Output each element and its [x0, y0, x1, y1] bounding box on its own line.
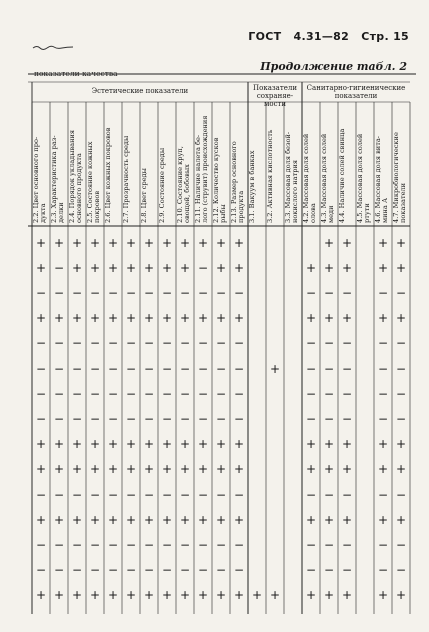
table-cell: +	[125, 588, 137, 603]
standard-label: ГОСТ	[248, 30, 282, 43]
table-cell: +	[197, 437, 209, 452]
table-cell: +	[395, 512, 407, 527]
table-cell: +	[161, 512, 173, 527]
table-cell: −	[395, 336, 407, 351]
table-cell: −	[125, 412, 137, 426]
table-cell: +	[53, 235, 65, 250]
table-cell: −	[107, 361, 119, 376]
table-cell: +	[305, 311, 317, 326]
table-cell: +	[89, 588, 101, 603]
table-cell: −	[161, 538, 173, 552]
table-cell: +	[305, 260, 317, 275]
table-cell: −	[215, 386, 227, 401]
table-cell: −	[323, 538, 335, 552]
table-cell: +	[71, 311, 83, 326]
table-cell: −	[179, 286, 191, 300]
table-cell: −	[341, 386, 353, 401]
table-cell: +	[269, 361, 281, 376]
table-top-label: показатели качества	[34, 69, 118, 78]
table-cell: +	[107, 512, 119, 527]
table-cell: +	[53, 437, 65, 452]
table-cell: −	[305, 386, 317, 401]
table-cell: +	[341, 311, 353, 326]
column-header-2-4: 2.4. Порядок укладывания основного продукта	[68, 129, 84, 223]
table-cell: −	[53, 361, 65, 376]
table-cell: +	[179, 512, 191, 527]
table-cell: −	[341, 361, 353, 376]
table-cell: +	[323, 311, 335, 326]
table-cell: −	[143, 538, 155, 552]
table-cell: −	[107, 538, 119, 552]
table-cell: −	[197, 386, 209, 401]
table-cell: +	[179, 437, 191, 452]
table-cell: −	[107, 412, 119, 426]
table-cell: −	[143, 286, 155, 300]
table-cell: −	[179, 487, 191, 502]
table-cell: +	[233, 311, 245, 326]
table-cell: −	[215, 563, 227, 578]
table-cell: +	[215, 462, 227, 477]
table-cell: +	[395, 260, 407, 275]
table-cell: +	[107, 235, 119, 250]
table-cell: +	[71, 235, 83, 250]
table-cell: −	[395, 286, 407, 300]
table-cell: −	[125, 386, 137, 401]
table-cell: +	[161, 588, 173, 603]
table-cell: +	[395, 311, 407, 326]
table-cell: +	[161, 235, 173, 250]
table-cell: −	[71, 336, 83, 351]
table-cell: −	[377, 286, 389, 300]
table-cell: −	[233, 412, 245, 426]
table-cell: +	[323, 588, 335, 603]
table-cell: −	[143, 563, 155, 578]
continuation-title: Продолжение табл. 2	[260, 60, 407, 73]
table-cell: +	[395, 235, 407, 250]
table-cell: +	[71, 260, 83, 275]
table-cell: +	[377, 235, 389, 250]
table-cell: −	[323, 286, 335, 300]
table-cell: +	[107, 588, 119, 603]
table-cell: −	[71, 361, 83, 376]
table-cell: −	[143, 386, 155, 401]
column-header-4-3: 4.3. Массовая доля солей меди	[320, 133, 336, 223]
table-cell: +	[233, 512, 245, 527]
table-cell: −	[143, 412, 155, 426]
standard-number: 4.31—82	[293, 30, 350, 43]
table-cell: −	[35, 386, 47, 401]
table-cell: −	[89, 538, 101, 552]
table-cell: −	[53, 386, 65, 401]
table-cell: +	[179, 260, 191, 275]
column-header-2-3: 2.3. Характеристика раз- делки	[50, 135, 66, 223]
table-cell: +	[197, 311, 209, 326]
table-cell: +	[161, 311, 173, 326]
table-cell: +	[161, 260, 173, 275]
table-cell: −	[53, 412, 65, 426]
table-cell: +	[107, 311, 119, 326]
table-cell: −	[377, 487, 389, 502]
table-cell: −	[197, 336, 209, 351]
table-cell: −	[341, 336, 353, 351]
table-cell: −	[161, 487, 173, 502]
table-cell: +	[233, 260, 245, 275]
column-header-3-1: 3.1. Вакуум в банках	[248, 150, 256, 223]
table-cell: −	[161, 412, 173, 426]
column-header-3-2: 3.2. Активная кислотность	[266, 129, 274, 223]
table-cell: −	[179, 538, 191, 552]
table-cell: −	[341, 538, 353, 552]
table-cell: +	[179, 235, 191, 250]
column-header-2-12: 2.12. Количество кусков рыбы	[212, 137, 228, 223]
column-header-2-10: 2.10. Состояние круп, овощей, бобовых	[176, 146, 192, 223]
table-cell: +	[35, 311, 47, 326]
table-cell: −	[197, 361, 209, 376]
table-cell: +	[53, 311, 65, 326]
table-cell: +	[323, 512, 335, 527]
table-cell: −	[305, 336, 317, 351]
table-cell: +	[341, 512, 353, 527]
table-cell: +	[143, 588, 155, 603]
table-cell: −	[89, 412, 101, 426]
table-cell: +	[35, 512, 47, 527]
column-header-4-2: 4.2. Массовая доля солей олова	[302, 133, 318, 223]
table-cell: +	[233, 235, 245, 250]
table-cell: +	[215, 235, 227, 250]
table-cell: −	[35, 361, 47, 376]
quality-table	[28, 74, 416, 614]
table-cell: +	[341, 260, 353, 275]
column-header-2-11: 2.11. Наличие налета бе- лого (струвит) происхождения	[194, 115, 210, 223]
table-cell: −	[233, 386, 245, 401]
table-cell: −	[197, 563, 209, 578]
table-cell: −	[125, 361, 137, 376]
table-cell: −	[125, 487, 137, 502]
table-cell: +	[323, 260, 335, 275]
table-cell: −	[107, 563, 119, 578]
table-cell: +	[53, 588, 65, 603]
table-cell: −	[125, 286, 137, 300]
table-cell: −	[305, 538, 317, 552]
table-cell: +	[197, 512, 209, 527]
table-cell: −	[107, 286, 119, 300]
table-cell: +	[323, 437, 335, 452]
table-cell: −	[233, 563, 245, 578]
table-cell: +	[215, 260, 227, 275]
table-cell: +	[179, 462, 191, 477]
table-cell: +	[341, 588, 353, 603]
table-cell: +	[341, 437, 353, 452]
table-cell: +	[143, 437, 155, 452]
table-cell: −	[143, 487, 155, 502]
table-cell: +	[107, 462, 119, 477]
table-cell: −	[179, 412, 191, 426]
table-cell: −	[305, 361, 317, 376]
table-cell: +	[35, 260, 47, 275]
column-header-2-6: 2.6. Цвет кожных покровов	[104, 127, 112, 223]
table-cell: −	[179, 361, 191, 376]
table-cell: −	[197, 487, 209, 502]
table-cell: +	[233, 437, 245, 452]
table-cell: −	[323, 563, 335, 578]
table-cell: −	[341, 487, 353, 502]
table-cell: −	[395, 412, 407, 426]
group-sanitary: Санитарно-гигиенические показатели	[306, 84, 406, 100]
table-cell: +	[161, 437, 173, 452]
table-cell: −	[179, 563, 191, 578]
table-cell: −	[323, 386, 335, 401]
table-cell: +	[161, 462, 173, 477]
table-cell: −	[323, 361, 335, 376]
table-cell: +	[107, 437, 119, 452]
table-cell: +	[89, 235, 101, 250]
table-cell: −	[71, 563, 83, 578]
table-cell: +	[35, 462, 47, 477]
table-cell: −	[215, 286, 227, 300]
table-cell: −	[161, 563, 173, 578]
table-cell: +	[125, 437, 137, 452]
page-number: Стр. 15	[361, 30, 409, 43]
table-cell: −	[233, 487, 245, 502]
table-cell: −	[89, 361, 101, 376]
table-cell: +	[197, 588, 209, 603]
table-cell: +	[143, 512, 155, 527]
table-cell: −	[35, 487, 47, 502]
table-cell: +	[89, 462, 101, 477]
group-preservation: Показатели сохраняе-мости	[253, 84, 297, 108]
table-cell: +	[377, 437, 389, 452]
table-cell: +	[125, 512, 137, 527]
table-cell: +	[179, 311, 191, 326]
table-cell: +	[305, 437, 317, 452]
column-header-2-13: 2.13. Размер основного продукта	[230, 141, 246, 223]
table-cell: −	[161, 336, 173, 351]
table-cell: −	[377, 386, 389, 401]
table-cell: +	[341, 235, 353, 250]
table-cell: +	[395, 437, 407, 452]
table-cell: +	[89, 311, 101, 326]
table-cell: −	[395, 563, 407, 578]
table-cell: −	[35, 412, 47, 426]
table-cell: +	[53, 462, 65, 477]
table-cell: +	[215, 437, 227, 452]
table-cell: +	[71, 512, 83, 527]
table-cell: −	[143, 336, 155, 351]
table-cell: −	[305, 563, 317, 578]
table-cell: −	[89, 336, 101, 351]
table-cell: +	[179, 588, 191, 603]
table-cell: +	[215, 512, 227, 527]
table-cell: +	[377, 260, 389, 275]
table-cell: +	[323, 462, 335, 477]
table-cell: −	[215, 538, 227, 552]
table-cell: +	[143, 462, 155, 477]
table-cell: +	[89, 260, 101, 275]
table-cell: −	[35, 286, 47, 300]
table-cell: −	[197, 412, 209, 426]
table-cell: +	[107, 260, 119, 275]
table-cell: +	[215, 311, 227, 326]
table-cell: −	[107, 386, 119, 401]
table-cell: −	[341, 286, 353, 300]
table-cell: −	[35, 538, 47, 552]
table-cell: +	[125, 311, 137, 326]
table-cell: +	[323, 235, 335, 250]
table-cell: +	[377, 588, 389, 603]
table-cell: −	[305, 487, 317, 502]
table-cell: −	[161, 286, 173, 300]
table-cell: −	[323, 336, 335, 351]
table-cell: −	[377, 361, 389, 376]
table-cell: −	[323, 487, 335, 502]
table-cell: −	[377, 538, 389, 552]
column-header-2-8: 2.8. Цвет среды	[140, 168, 148, 223]
table-cell: +	[125, 235, 137, 250]
column-header-2-9: 2.9. Состояние среды	[158, 147, 166, 223]
table-cell: −	[35, 563, 47, 578]
table-cell: −	[89, 386, 101, 401]
table-cell: +	[143, 260, 155, 275]
column-header-3-3: 3.3. Массовая доля безой- нокислого натрия	[284, 131, 300, 223]
table-cell: +	[71, 437, 83, 452]
table-cell: +	[377, 462, 389, 477]
table-cell: −	[107, 487, 119, 502]
table-cell: −	[107, 336, 119, 351]
table-cell: +	[341, 462, 353, 477]
table-cell: −	[377, 336, 389, 351]
table-cell: +	[269, 588, 281, 603]
table-cell: +	[89, 512, 101, 527]
table-cell: +	[143, 235, 155, 250]
table-cell: +	[35, 235, 47, 250]
table-cell: −	[197, 538, 209, 552]
table-cell: −	[305, 412, 317, 426]
table-cell: −	[197, 260, 209, 275]
page-header	[240, 30, 409, 43]
table-cell: +	[233, 462, 245, 477]
table-cell: −	[71, 386, 83, 401]
table-cell: −	[215, 361, 227, 376]
table-cell: −	[53, 487, 65, 502]
table-cell: −	[233, 286, 245, 300]
table-cell: +	[197, 462, 209, 477]
table-cell: −	[35, 336, 47, 351]
table-cell: +	[143, 311, 155, 326]
table-cell: +	[305, 462, 317, 477]
table-cell: −	[53, 563, 65, 578]
table-cell: −	[125, 538, 137, 552]
table-cell: −	[71, 538, 83, 552]
table-cell: +	[395, 462, 407, 477]
handwritten-mark-icon	[32, 44, 74, 52]
table-cell: +	[377, 311, 389, 326]
table-cell: −	[89, 286, 101, 300]
column-header-4-4: 4.4. Наличие солей свинца	[338, 128, 346, 223]
table-cell: +	[395, 588, 407, 603]
column-header-4-7: 4.7. Микробиологические показатели	[392, 132, 408, 223]
table-cell: −	[233, 336, 245, 351]
table-cell: +	[89, 437, 101, 452]
table-cell: −	[53, 336, 65, 351]
table-cell: −	[161, 386, 173, 401]
table-cell: +	[125, 260, 137, 275]
table-cell: +	[377, 512, 389, 527]
table-cell: +	[305, 588, 317, 603]
table-cell: +	[125, 462, 137, 477]
table-cell: +	[251, 588, 263, 603]
table-cell: −	[53, 286, 65, 300]
table-cell: −	[215, 412, 227, 426]
column-header-4-5: 4.5. Массовая доля солей ртути	[356, 133, 372, 223]
table-cell: −	[53, 538, 65, 552]
table-cell: −	[161, 361, 173, 376]
table-cell: −	[215, 336, 227, 351]
table-cell: −	[341, 412, 353, 426]
table-cell: +	[35, 588, 47, 603]
table-cell: +	[53, 512, 65, 527]
table-cell: −	[395, 487, 407, 502]
table-cell: −	[215, 487, 227, 502]
table-cell: +	[71, 588, 83, 603]
table-cell: −	[395, 386, 407, 401]
table-cell: +	[305, 512, 317, 527]
table-cell: −	[305, 286, 317, 300]
table-cell: −	[395, 361, 407, 376]
table-cell: −	[377, 412, 389, 426]
table-cell: −	[233, 538, 245, 552]
table-cell: +	[35, 437, 47, 452]
table-cell: +	[197, 235, 209, 250]
table-cell: −	[179, 386, 191, 401]
column-header-2-2: 2.2. Цвет основного про- дукта	[32, 136, 48, 223]
table-cell: −	[233, 361, 245, 376]
table-cell: −	[71, 487, 83, 502]
column-header-2-5: 2.5. Состояние кожных покровов	[86, 141, 102, 223]
table-cell: −	[341, 563, 353, 578]
table-cell: +	[71, 462, 83, 477]
group-aesthetic: Эстетические показатели	[91, 87, 189, 95]
table-cell: +	[215, 588, 227, 603]
table-cell: −	[53, 260, 65, 275]
table-cell: −	[89, 563, 101, 578]
column-header-4-6: 4.6. Массовая доля вита- мина А	[374, 135, 390, 223]
table-cell: −	[143, 361, 155, 376]
table-cell: −	[89, 487, 101, 502]
table-cell: −	[197, 286, 209, 300]
table-cell: −	[377, 563, 389, 578]
table-cell: −	[179, 336, 191, 351]
table-cell: −	[125, 563, 137, 578]
table-cell: −	[71, 286, 83, 300]
table-cell: −	[323, 412, 335, 426]
column-header-2-7: 2.7. Прозрачность среды	[122, 135, 130, 223]
table-cell: −	[395, 538, 407, 552]
table-cell: +	[233, 588, 245, 603]
table-cell: −	[71, 412, 83, 426]
table-cell: −	[125, 336, 137, 351]
